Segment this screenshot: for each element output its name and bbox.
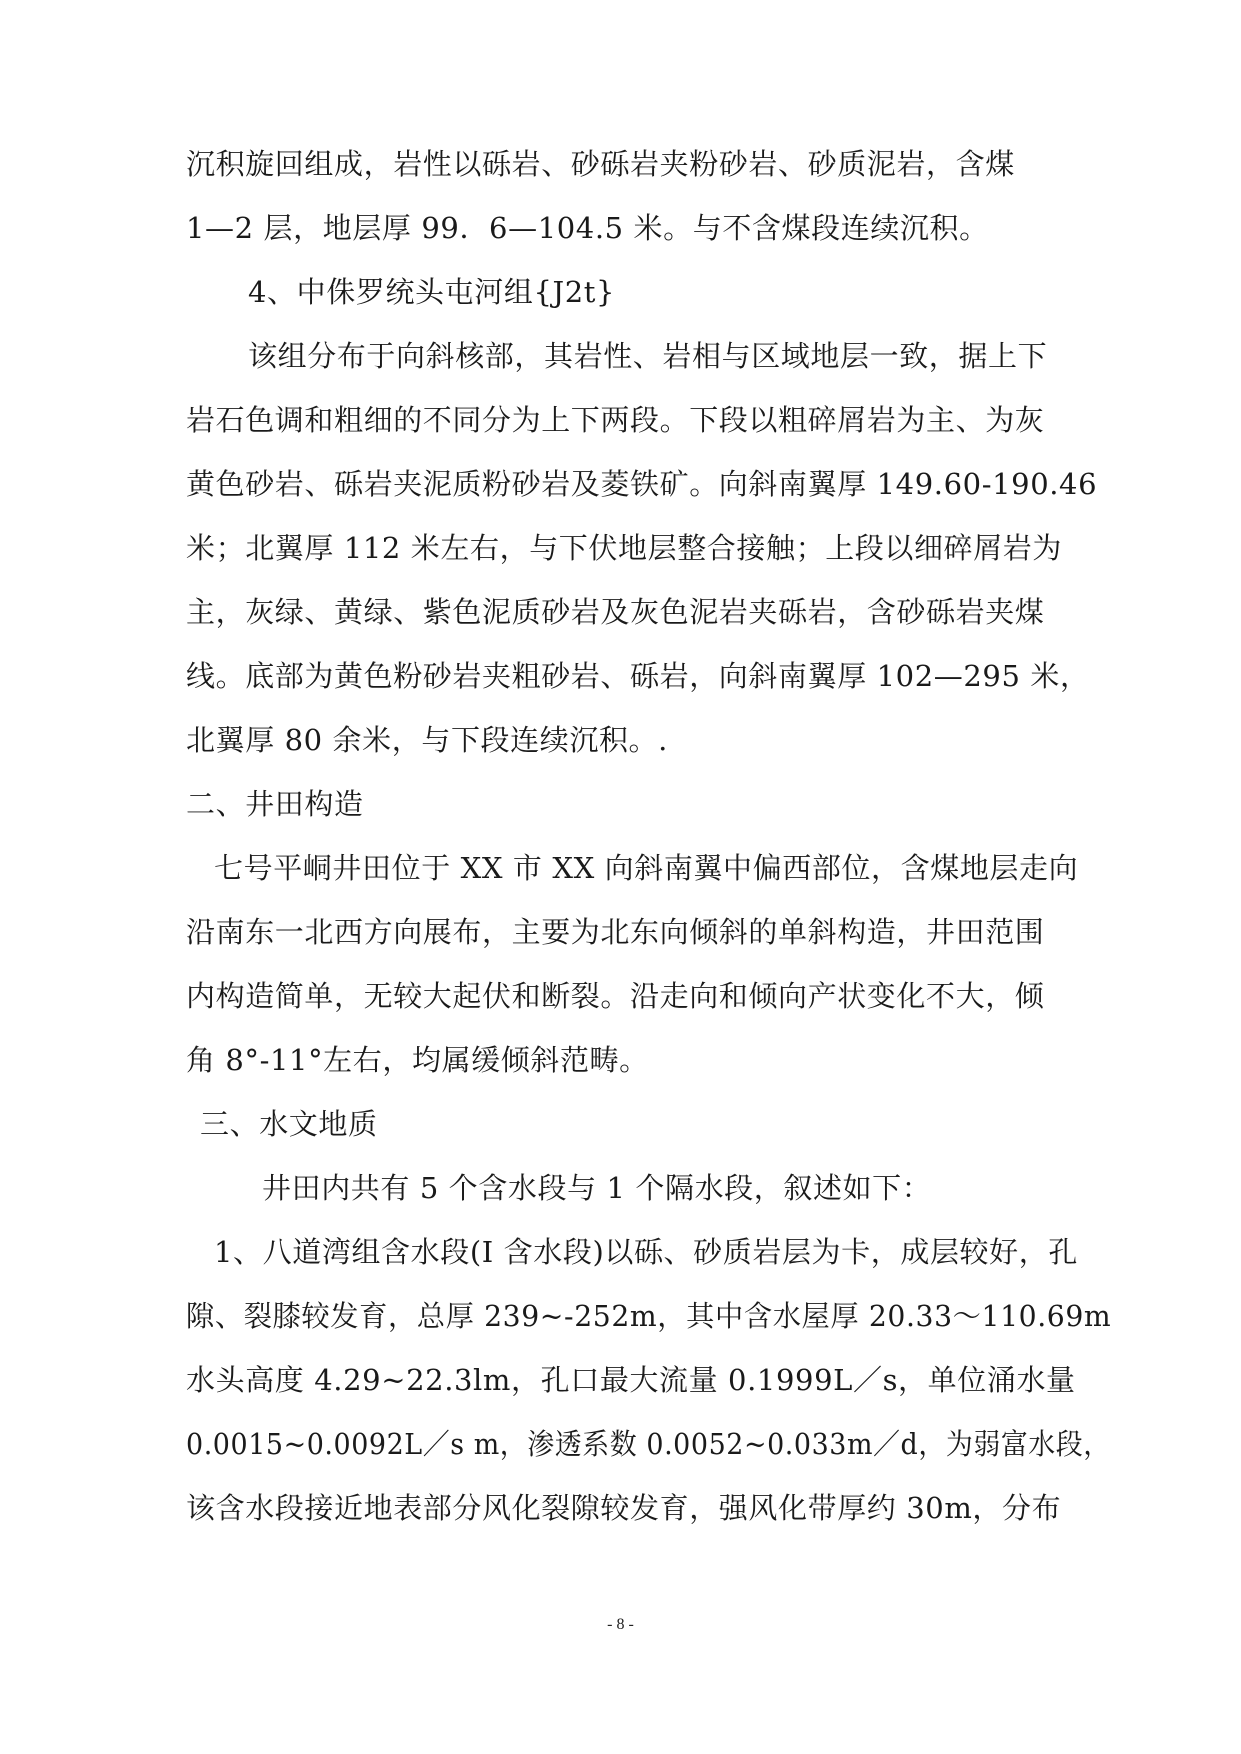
page-number: - 8 - xyxy=(607,1616,634,1633)
text-line: 内构造简单，无较大起伏和断裂。沿走向和倾向产状变化不大，倾 xyxy=(186,979,1045,1013)
text-line: 水头高度 4.29~22.3lm，孔口最大流量 0.1999L／s，单位涌水量 xyxy=(186,1363,1076,1397)
text-line: 该组分布于向斜核部，其岩性、岩相与区域地层一致，据上下 xyxy=(248,339,1048,373)
text-line: 沉积旋回组成，岩性以砾岩、砂砾岩夹粉砂岩、砂质泥岩，含煤 xyxy=(186,147,1015,181)
text-line: 米；北翼厚 112 米左右，与下伏地层整合接触；上段以细碎屑岩为 xyxy=(186,531,1062,565)
text-line: 沿南东一北西方向展布，主要为北东向倾斜的单斜构造，井田范围 xyxy=(186,915,1045,949)
text-line: 岩石色调和粗细的不同分为上下两段。下段以粗碎屑岩为主、为灰 xyxy=(186,403,1045,437)
section-heading: 4、中侏罗统头屯河组{J2t} xyxy=(248,275,616,309)
text-line: 隙、裂膝较发育，总厚 239~-252m，其中含水屋厚 20.33～110.69m xyxy=(186,1299,1112,1333)
text-line: 1—2 层，地层厚 99．6—104.5 米。与不含煤段连续沉积。 xyxy=(186,211,989,245)
text-line: 1、八道湾组含水段(I 含水段)以砾、砂质岩层为卡，成层较好，孔 xyxy=(214,1235,1078,1269)
text-line: 井田内共有 5 个含水段与 1 个隔水段，叙述如下： xyxy=(262,1171,932,1205)
text-line: 黄色砂岩、砾岩夹泥质粉砂岩及菱铁矿。向斜南翼厚 149.60-190.46 xyxy=(186,467,1098,501)
text-line: 角 8°-11°左右，均属缓倾斜范畴。 xyxy=(186,1043,649,1077)
section-heading: 三、水文地质 xyxy=(200,1107,378,1141)
text-line: 该含水段接近地表部分风化裂隙较发育，强风化带厚约 30m，分布 xyxy=(186,1491,1062,1525)
text-line: 主，灰绿、黄绿、紫色泥质砂岩及灰色泥岩夹砾岩，含砂砾岩夹煤 xyxy=(186,595,1045,629)
text-line: 七号平峒井田位于 XX 市 XX 向斜南翼中偏西部位，含煤地层走向 xyxy=(214,851,1079,885)
text-line: 线。底部为黄色粉砂岩夹粗砂岩、砾岩，向斜南翼厚 102—295 米， xyxy=(186,659,1090,693)
text-line: 0.0015~0.0092L／s m，渗透系数 0.0052~0.033m／d，为弱富水段， xyxy=(186,1427,1111,1461)
section-heading: 二、井田构造 xyxy=(186,787,364,821)
text-line: 北翼厚 80 余米，与下段连续沉积。. xyxy=(186,723,668,757)
